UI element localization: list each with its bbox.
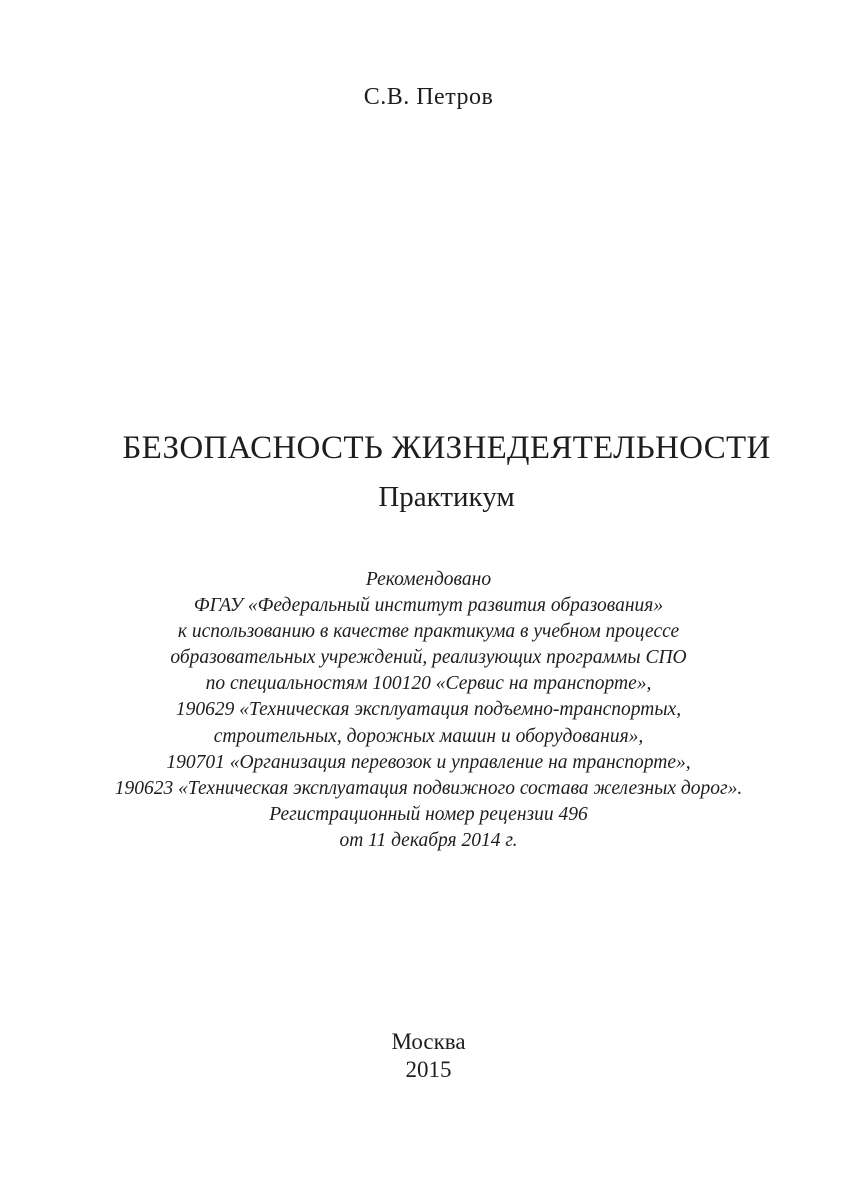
recommendation-line: Регистрационный номер рецензии 496 — [269, 803, 588, 825]
recommendation-line: по специальностям 100120 «Сервис на транспорте», — [205, 673, 652, 695]
author-name: С.В. Петров — [363, 84, 494, 110]
recommendation-line: 190623 «Техническая эксплуатация подвижного состава железных дорог». — [114, 777, 743, 799]
book-title: БЕЗОПАСНОСТЬ ЖИЗНЕДЕЯТЕЛЬНОСТИ — [122, 430, 771, 466]
recommendation-line: 190629 «Техническая эксплуатация подъемно-транспортых, — [175, 699, 682, 721]
recommendation-line: 190701 «Организация перевозок и управление на транспорте», — [166, 751, 691, 773]
publication-year: 2015 — [405, 1057, 452, 1082]
book-subtitle: Практикум — [378, 481, 515, 513]
publication-city: Москва — [391, 1029, 466, 1054]
recommendation-line: ФГАУ «Федеральный институт развития образования» — [193, 595, 664, 617]
recommendation-line: Рекомендовано — [365, 569, 492, 590]
recommendation-line: от 11 декабря 2014 г. — [339, 829, 518, 851]
recommendation-line: к использованию в качестве практикума в учебном процессе — [177, 621, 680, 643]
imprint — [0, 1028, 857, 1084]
recommendation-line: образовательных учреждений, реализующих программы СПО — [170, 647, 687, 669]
recommendation-line: строительных, дорожных машин и оборудования», — [213, 725, 644, 747]
recommendation-block — [0, 567, 857, 854]
